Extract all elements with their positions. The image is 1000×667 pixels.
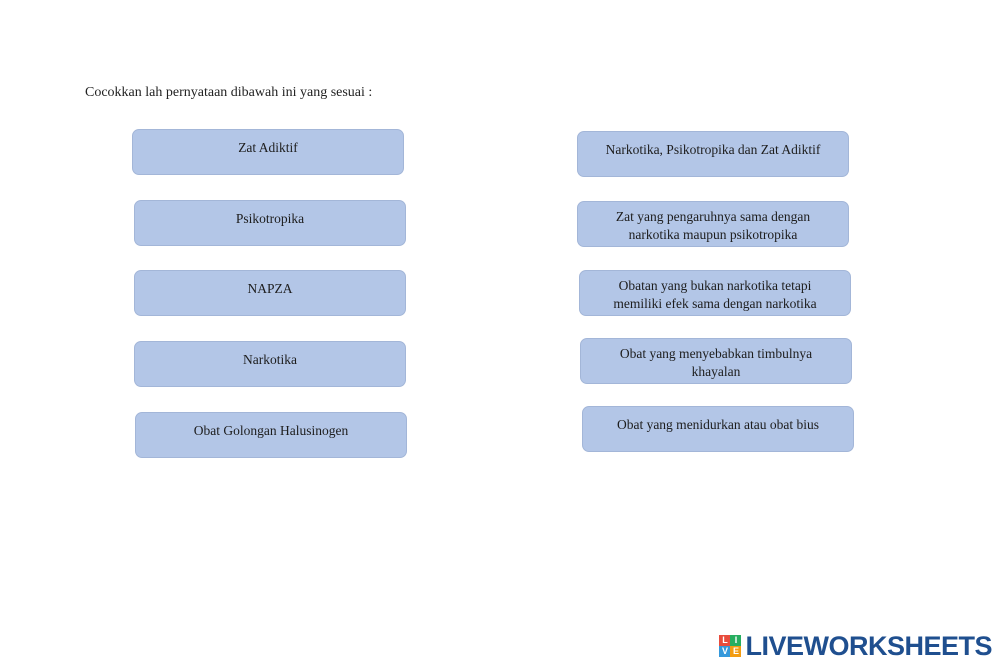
- instruction-text: Cocokkan lah pernyataan dibawah ini yang sesuai :: [85, 85, 373, 100]
- match-item-napza[interactable]: [134, 270, 406, 316]
- match-item-label: Zat Adiktif: [238, 140, 298, 155]
- match-target-5[interactable]: [582, 406, 854, 452]
- match-target-2[interactable]: [577, 201, 849, 247]
- live-icon-i: I: [730, 635, 741, 646]
- match-target-line1: Zat yang pengaruhnya sama dengan: [615, 209, 811, 224]
- match-item-zat-adiktif[interactable]: [132, 129, 404, 175]
- match-item-narkotika[interactable]: [134, 341, 406, 387]
- match-item-label: Psikotropika: [235, 211, 305, 226]
- match-target-line1: Narkotika, Psikotropika dan Zat Adiktif: [605, 142, 821, 157]
- match-target-line2: narkotika maupun psikotropika: [628, 227, 798, 242]
- match-target-3[interactable]: [579, 270, 851, 316]
- match-target-1[interactable]: [577, 131, 849, 177]
- match-target-line1: Obatan yang bukan narkotika tetapi: [618, 278, 812, 293]
- live-icon-e: E: [730, 646, 741, 657]
- match-item-psikotropika[interactable]: [134, 200, 406, 246]
- live-icon-l: L: [719, 635, 730, 646]
- match-target-line1: Obat yang menyebabkan timbulnya: [619, 346, 813, 361]
- match-target-4[interactable]: [580, 338, 852, 384]
- match-target-line2: khayalan: [691, 364, 741, 379]
- match-target-line2: memiliki efek sama dengan narkotika: [613, 296, 817, 311]
- match-target-line1: Obat yang menidurkan atau obat bius: [616, 417, 820, 432]
- live-icon-v: V: [719, 646, 730, 657]
- match-item-label: Obat Golongan Halusinogen: [193, 423, 349, 438]
- match-item-halusinogen[interactable]: [135, 412, 407, 458]
- match-item-label: Narkotika: [243, 352, 297, 367]
- match-item-label: NAPZA: [247, 281, 293, 296]
- logo-text: LIVEWORKSHEETS: [745, 630, 992, 661]
- live-icon: [719, 635, 741, 657]
- liveworksheets-logo: [719, 632, 992, 660]
